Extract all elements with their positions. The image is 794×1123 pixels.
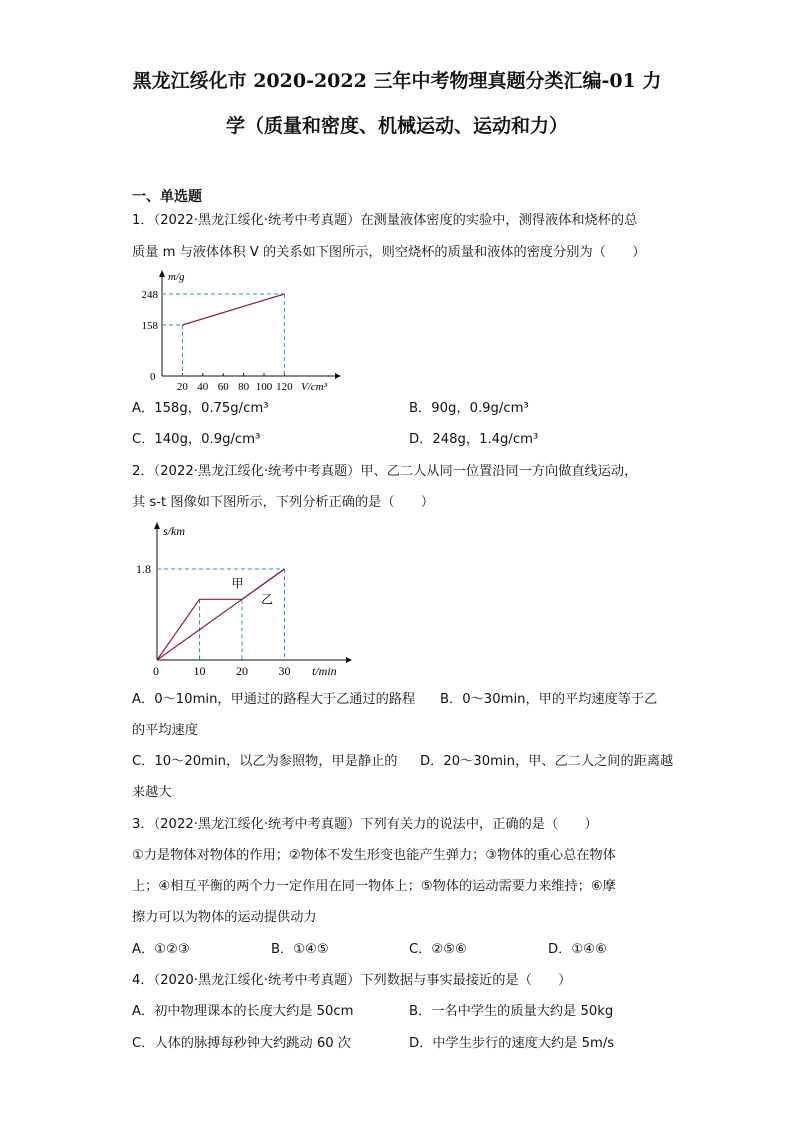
- q1-stem-line2: 质量 m 与液体体积 V 的关系如下图所示，则空烧杯的质量和液体的密度分别为（ ）: [132, 245, 646, 260]
- q2-option-b-line1: B．0～30min，甲的平均速度等于乙: [440, 692, 658, 707]
- y-axis-arrow: [159, 270, 165, 277]
- q1-option-d: D．248g，1.4g/cm³: [409, 432, 539, 447]
- origin-label: 0: [150, 371, 156, 383]
- q3-option-c: C．②⑤⑥: [409, 942, 467, 957]
- series-m-v-line: [182, 294, 284, 325]
- series-jia-label: 甲: [231, 576, 244, 591]
- y-tick-label-1.8: 1.8: [136, 562, 151, 576]
- q2-stem-line1: 2．（2022·黑龙江绥化·统考中考真题）甲、乙二人从同一位置沿同一方向做直线运动，: [132, 464, 638, 479]
- x-tick-label-60: 60: [217, 381, 229, 390]
- q2-option-b-line2: 的平均速度: [132, 723, 198, 738]
- q2-option-c: C．10～20min，以乙为参照物，甲是静止的: [132, 754, 398, 769]
- q3-stem-line1: 3．（2022·黑龙江绥化·统考中考真题）下列有关力的说法中，正确的是（ ）: [132, 817, 598, 832]
- q4-option-b: B．一名中学生的质量大约是 50kg: [409, 1004, 614, 1019]
- y-axis-label: m/g: [168, 271, 185, 283]
- q4-option-a: A．初中物理课本的长度大约是 50cm: [132, 1004, 354, 1019]
- y-tick-label-248: 248: [141, 289, 158, 301]
- x-axis-label: V/cm³: [301, 381, 327, 390]
- q3-stem-line4: 擦力可以为物体的运动提供动力: [132, 910, 317, 925]
- q2-option-a: A．0～10min，甲通过的路程大于乙通过的路程: [132, 692, 416, 707]
- x-tick-label-120: 120: [276, 381, 293, 390]
- x-tick-label-80: 80: [238, 381, 250, 390]
- q4-option-c: C．人体的脉搏每秒钟大约跳动 60 次: [132, 1036, 351, 1051]
- y-axis-arrow: [154, 522, 160, 529]
- x-tick-label-20: 20: [236, 664, 248, 677]
- x-tick-label-100: 100: [255, 381, 273, 390]
- q4-option-d: D．中学生步行的速度大约是 5m/s: [409, 1036, 615, 1051]
- q4-stem-line1: 4．（2020·黑龙江绥化·统考中考真题）下列数据与事实最接近的是（ ）: [132, 973, 572, 988]
- q1-stem-line1: 1．（2022·黑龙江绥化·统考中考真题）在测量液体密度的实验中，测得液体和烧杯的总: [132, 213, 638, 228]
- series-yi-label: 乙: [261, 592, 274, 607]
- q3-stem-line2: ①力是物体对物体的作用；②物体不发生形变也能产生弹力；③物体的重心总在物体: [132, 848, 616, 863]
- q2-distance-time-graph: [130, 517, 360, 677]
- q1-option-c: C．140g，0.9g/cm³: [132, 432, 261, 447]
- q3-option-d: D．①④⑥: [548, 942, 607, 957]
- x-tick-label-30: 30: [278, 664, 291, 677]
- q3-option-b: B．①④⑤: [271, 942, 329, 957]
- series-yi-line: [157, 569, 285, 660]
- q1-mass-volume-graph: [130, 268, 350, 390]
- origin-label: 0: [153, 664, 159, 677]
- y-tick-label-158: 158: [141, 320, 158, 332]
- x-axis-arrow: [335, 373, 341, 379]
- x-tick-label-20: 20: [176, 381, 188, 390]
- q3-stem-line3: 上；④相互平衡的两个力一定作用在同一物体上；⑤物体的运动需要力来维持；⑥摩: [132, 879, 616, 894]
- q2-option-d-line1: D．20～30min，甲、乙二人之间的距离越: [420, 754, 674, 769]
- section-heading: 一、单选题: [132, 189, 202, 205]
- q2-stem-line2: 其 s-t 图像如下图所示，下列分析正确的是（ ）: [132, 495, 435, 510]
- q1-option-a: A．158g，0.75g/cm³: [132, 401, 269, 416]
- q1-option-b: B．90g，0.9g/cm³: [409, 401, 529, 416]
- y-axis-label: s/km: [163, 524, 185, 538]
- x-tick-label-40: 40: [197, 381, 209, 390]
- x-axis-label: t/min: [312, 664, 337, 677]
- document-title-line2: 学（质量和密度、机械运动、运动和力）: [225, 115, 568, 137]
- x-tick-label-10: 10: [193, 664, 206, 677]
- x-axis-arrow: [346, 657, 352, 663]
- q3-option-a: A．①②③: [132, 942, 190, 957]
- q2-option-d-line2: 来越大: [132, 785, 172, 800]
- document-title-line1: 黑龙江绥化市 2020-2022 三年中考物理真题分类汇编-01 力: [132, 70, 662, 92]
